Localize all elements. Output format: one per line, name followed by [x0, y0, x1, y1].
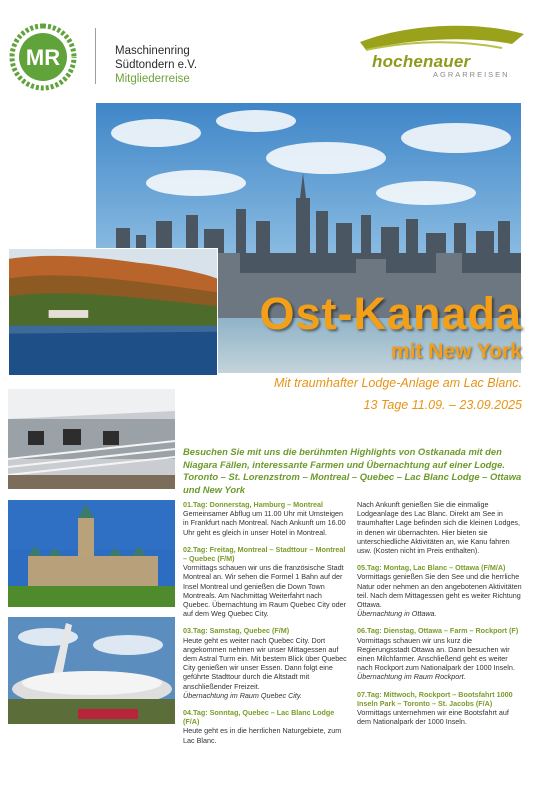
partner-name: hochenauer	[372, 52, 471, 71]
organization-name	[115, 44, 197, 86]
day-text: Vormittags unternehmen wir eine Bootsfahrt auf dem Nationalpark der 1000 Inseln.	[357, 708, 509, 727]
day-text: Heute geht es in die herrlichen Naturgebiete, zum Lac Blanc.	[183, 726, 342, 745]
header-divider	[95, 28, 96, 84]
day-text: Vormittags schauen wir uns kurz die Regierungsstadt Ottawa an. Dann besuchen wir einen Milchfarmer. Anschließend geht es weiter nach Rockport zum Nationalpark der 1000 Inseln.	[357, 635, 515, 673]
page-subtitle: mit New York	[390, 340, 522, 363]
page-title: Ost-Kanada	[259, 288, 522, 339]
org-name-line1: Maschinenring	[115, 45, 190, 57]
tagline: Mit traumhafter Lodge-Anlage am Lac Blanc.	[273, 376, 522, 390]
parliament-ottawa-photo	[8, 500, 175, 607]
day-heading: 04.Tag: Sonntag, Quebec – Lac Blanc Lodge (F/A)	[183, 708, 335, 727]
itinerary-day	[357, 563, 524, 618]
day-heading: 02.Tag: Freitag, Montreal – Stadttour – Montreal – Quebec (F/M)	[183, 544, 346, 564]
itinerary-day	[183, 545, 348, 619]
itinerary-day	[357, 500, 524, 555]
day-heading: 07.Tag: Mittwoch, Rockport – Bootsfahrt 1000 Inseln Park – Toronto – St. Jacobs (F/A)	[357, 689, 513, 708]
partner-subtitle: AGRARREISEN	[433, 70, 510, 79]
itinerary-day	[183, 500, 348, 537]
day-heading: 03.Tag: Samstag, Quebec (F/M)	[183, 626, 290, 636]
olympic-stadium-photo	[8, 617, 175, 724]
day-text: Gemeinsamer Abflug um 11.00 Uhr mit Umsteigen in Frankfurt nach Montreal. Nach Ankunft um 16.00 Uhr geht es gleich in unser Hotel in Montreal.	[183, 509, 346, 537]
itinerary-day	[357, 626, 524, 681]
itinerary-day	[357, 690, 524, 727]
itinerary-right-column	[357, 500, 524, 734]
day-note: Übernachtung im Raum Rockport.	[357, 672, 466, 682]
day-heading: 01.Tag: Donnerstag, Hamburg – Montreal	[183, 500, 324, 509]
itinerary-day	[183, 626, 348, 700]
maschinenring-logo	[8, 22, 78, 92]
day-note: Übernachtung im Raum Quebec City.	[183, 690, 302, 700]
day-text: Vormittags genießen Sie den See und die herrliche Natur oder nehmen an den angebotenen Aktivitäten teil. Nach dem Mittagessen geht es weiter Richtung Ottawa.	[357, 572, 522, 610]
travel-dates: 13 Tage 11.09. – 23.09.2025	[363, 398, 522, 412]
dairy-barn-photo	[8, 389, 175, 489]
day-note: Übernachtung in Ottawa.	[357, 609, 437, 619]
itinerary-day	[183, 708, 348, 745]
intro-text: Besuchen Sie mit uns die berühmten Highlights von Ostkanada mit den Niagara Fällen, interessante Farmen und Übernachtung auf einer Lodge. Toronto – St. Lorenzstrom – Montreal – Quebec – Lac Blanc Lodge – Ottawa und New York	[183, 446, 522, 495]
day-text: Nach Ankunft genießen Sie die einmalige Lodgeanlage des Lac Blanc. Direkt am See in traumhafter Lage befinden sich die kleinen Lodges, in denen wir übernachten. Hier bieten sie unterschiedliche Aktivitäten an, wie Kanu fahren usw. (Kosten nicht im Preis enthalten).	[357, 500, 521, 556]
org-name-line2: Südtondern e.V.	[115, 59, 198, 71]
itinerary-left-column	[183, 500, 348, 753]
day-heading: 05.Tag: Montag, Lac Blanc – Ottawa (F/M/A)	[357, 563, 506, 573]
day-text: Vormittags schauen wir uns die französische Stadt Montreal an. Wir sehen die Formel 1 Bahn auf der Insel Montreal und genießen die Down Town Montreals. Am Nachmittag Weiterfahrt nach Quebec. Übernachtung im Raum Quebec City oder auf dem Weg Quebec City.	[183, 563, 346, 619]
day-heading: 06.Tag: Dienstag, Ottawa – Farm – Rockport (F)	[357, 626, 519, 636]
day-text: Heute geht es weiter nach Quebec City. Dort angekommen nehmen wir unser Mittagessen auf dem Astral Turm ein. Mit bestem Blick über Quebec City genießen wir unser Essen. Dann folgt eine geführte Stadttour durch die Altstadt mit anschließender Freizeit.	[183, 635, 347, 691]
mr-logo-text: MR	[25, 45, 61, 70]
org-subtitle: Mitgliederreise	[115, 73, 190, 85]
